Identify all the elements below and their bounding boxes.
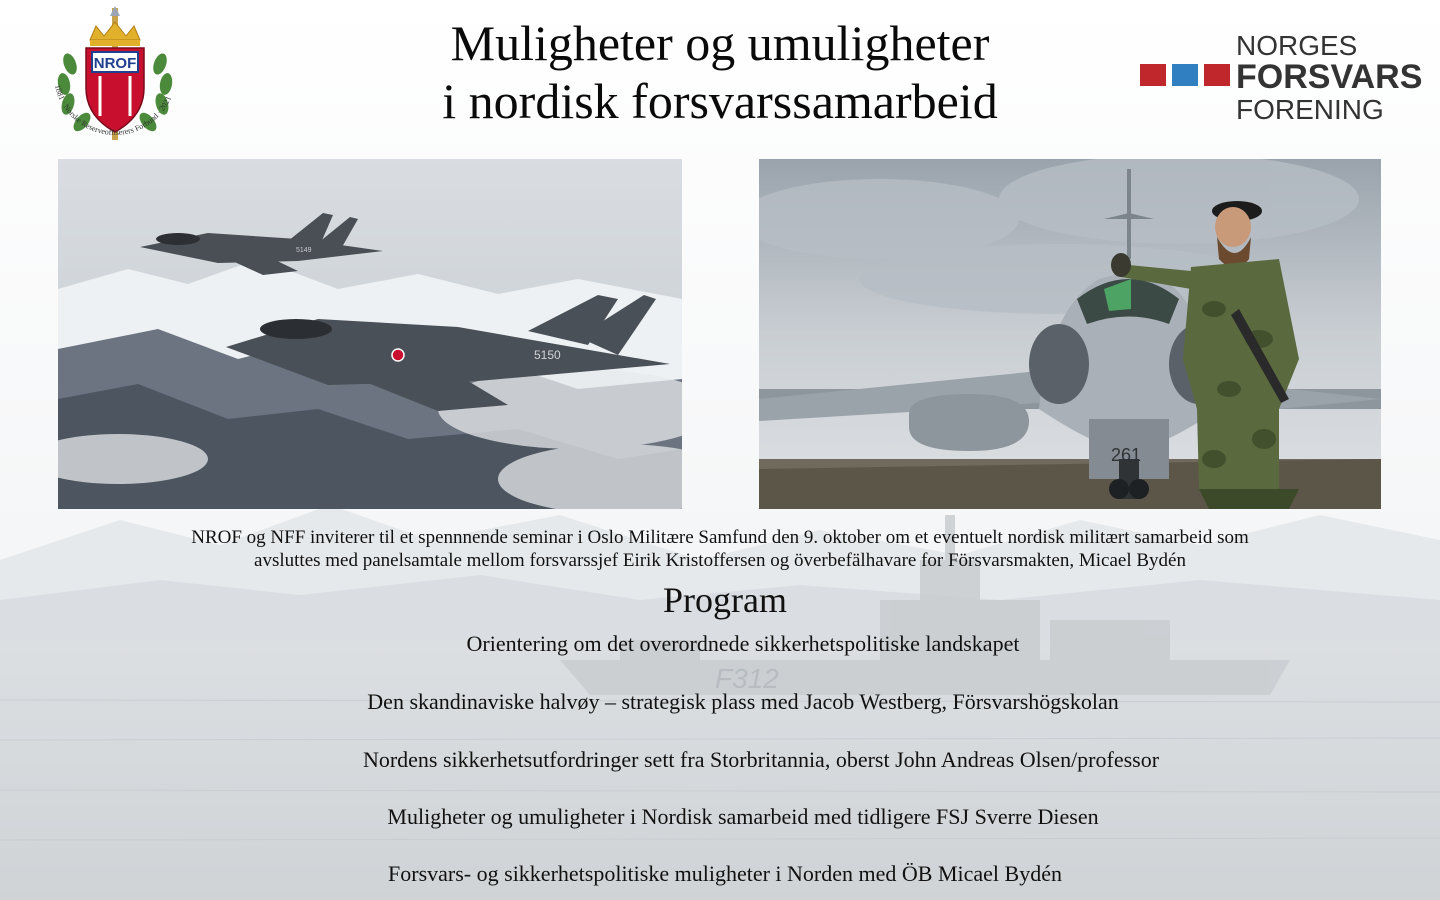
photo-gripen-soldier xyxy=(759,159,1381,509)
title-line-2: i nordisk forsvarssamarbeid xyxy=(442,73,998,129)
nff-square-red-2 xyxy=(1204,64,1230,86)
program-item: Forsvars- og sikkerhetspolitiske muligheter i Norden med ÖB Micael Bydén xyxy=(388,861,1062,886)
svg-text:NROF: NROF xyxy=(93,55,137,72)
title-line-1: Muligheter og umuligheter xyxy=(450,15,990,71)
nff-logo xyxy=(1138,30,1423,125)
intro-text xyxy=(40,526,1400,572)
program-item: Den skandinaviske halvøy – strategisk plass med Jacob Westberg, Försvarshögskolan xyxy=(367,689,1119,714)
svg-text:1881 · Norske Reserveoffiserer: 1881 · Norske Reserveoffiserers Forbund · 2021 xyxy=(53,83,174,138)
nff-line-norges: NORGES xyxy=(1236,30,1358,61)
nff-square-blue xyxy=(1172,64,1198,86)
program-item: Orientering om det overordnede sikkerhetspolitiske landskapet xyxy=(466,631,1020,656)
program-item: Muligheter og umuligheter i Nordisk samarbeid med tidligere FSJ Sverre Diesen xyxy=(387,804,1099,829)
nff-colored-squares xyxy=(1138,64,1234,86)
nrof-logo xyxy=(40,4,190,152)
svg-text:261: 261 xyxy=(1111,445,1142,465)
svg-text:5149: 5149 xyxy=(296,247,312,254)
nff-square-red-1 xyxy=(1140,64,1166,86)
nff-line-forening: FORENING xyxy=(1236,94,1384,125)
photo-f35-jets xyxy=(58,159,682,509)
page-title xyxy=(300,14,1140,130)
nrof-crest-icon xyxy=(40,4,190,152)
svg-text:5150: 5150 xyxy=(534,348,561,362)
program-heading: Program xyxy=(663,580,787,620)
nff-line-forsvars: FORSVARS xyxy=(1236,58,1423,96)
intro-line-2: avsluttes med panelsamtale mellom forsvarssjef Eirik Kristoffersen og överbefälhavare for Försvarsmakten, Micael Bydén xyxy=(254,550,1186,571)
intro-line-1: NROF og NFF inviterer til et spennnende seminar i Oslo Militære Samfund den 9. oktober om et eventuelt nordisk militært samarbeid som xyxy=(191,527,1249,548)
program-item: Nordens sikkerhetsutfordringer sett fra Storbritannia, oberst John Andreas Olsen/professor xyxy=(362,747,1160,772)
svg-text:F312: F312 xyxy=(715,663,779,694)
